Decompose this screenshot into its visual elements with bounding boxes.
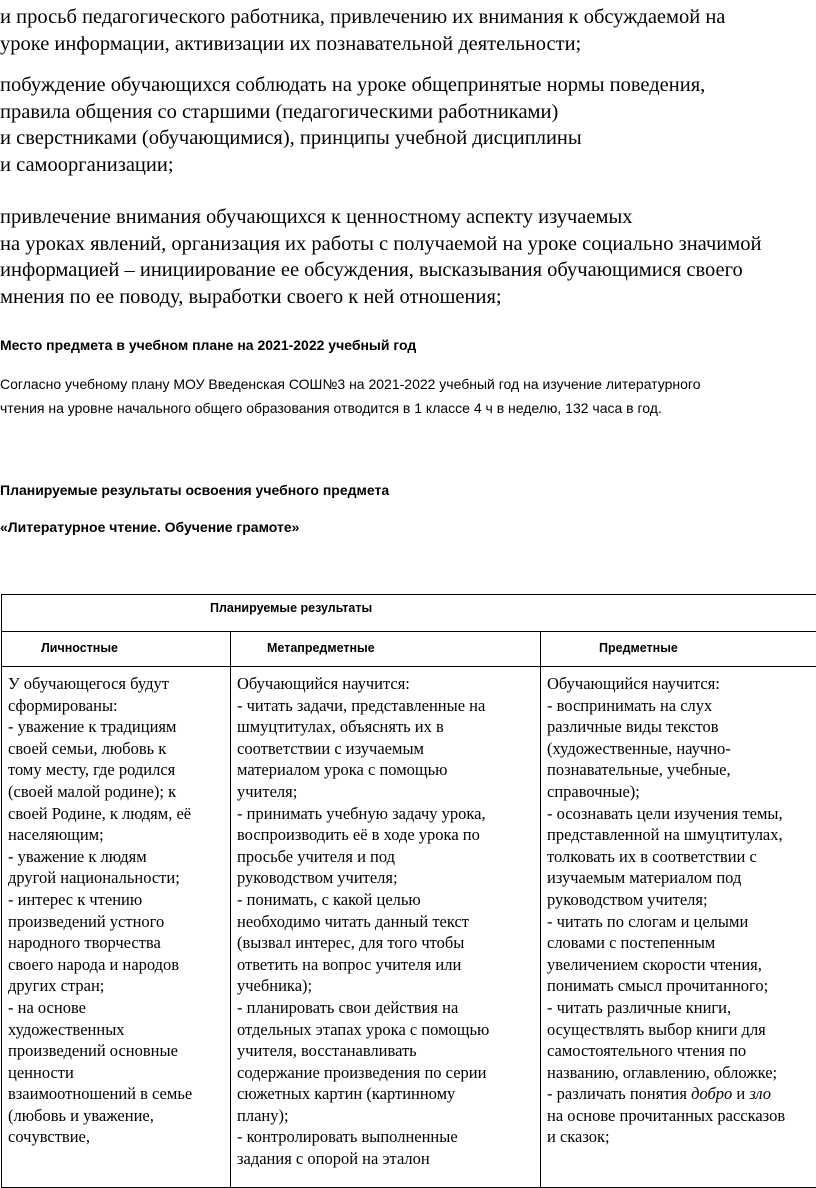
cell-line: сочувствие, — [8, 1126, 226, 1148]
cell-line: учителя, восстанавливать — [237, 1040, 536, 1062]
cell-line: задания с опорой на эталон — [237, 1148, 536, 1170]
section-heading-place: Место предмета в учебном плане на 2021-2022 учебный год — [0, 337, 416, 353]
cell-line: - на основе — [8, 997, 226, 1019]
cell-line: - уважение к традициям — [8, 716, 226, 738]
cell-line: - контролировать выполненные — [237, 1126, 536, 1148]
cell-line: (художественные, научно- — [547, 738, 816, 760]
cell-line: руководством учителя; — [237, 867, 536, 889]
cell-line — [547, 1083, 816, 1105]
cell-line: понимать смысл прочитанного; — [547, 975, 816, 997]
cell-line: учителя; — [237, 781, 536, 803]
cell-line: других стран; — [8, 975, 226, 997]
table-header-row — [2, 632, 816, 667]
cell-line: своего народа и народов — [8, 954, 226, 976]
text-line: уроке информации, активизации их познавательной деятельности; — [0, 31, 816, 58]
italic-term: добро — [691, 1084, 732, 1103]
cell-line: осуществлять выбор книги для — [547, 1019, 816, 1041]
cell-line: необходимо читать данный текст — [237, 911, 536, 933]
cell-line: - планировать свои действия на — [237, 997, 536, 1019]
cell-line: произведений основные — [8, 1040, 226, 1062]
column-header-personal — [2, 632, 231, 667]
cell-line: - читать задачи, представленные на — [237, 695, 536, 717]
cell-line: тому месту, где родился — [8, 759, 226, 781]
text-line: информацией – инициирование ее обсуждения, высказывания обучающимися своего — [0, 257, 816, 284]
cell-meta-text — [231, 667, 540, 1170]
cell-line: и сказок; — [547, 1126, 816, 1148]
cell-line: своей семьи, любовь к — [8, 738, 226, 760]
table-title-cell — [2, 595, 816, 632]
cell-line: (своей малой родине); к — [8, 781, 226, 803]
cell-line: словами с постепенным — [547, 932, 816, 954]
cell-line: - интерес к чтению — [8, 889, 226, 911]
cell-line: - читать по слогам и целыми — [547, 911, 816, 933]
cell-line: справочные); — [547, 781, 816, 803]
cell-line: У обучающегося будут — [8, 673, 226, 695]
cell-line: - принимать учебную задачу урока, — [237, 803, 536, 825]
cell-line: руководством учителя; — [547, 889, 816, 911]
column-header-label: Личностные — [2, 632, 230, 655]
cell-line: изучаемым материалом под — [547, 867, 816, 889]
text-fragment: - различать понятия — [547, 1084, 691, 1103]
cell-line: художественных — [8, 1019, 226, 1041]
cell-line: просьбе учителя и под — [237, 846, 536, 868]
italic-term: зло — [749, 1084, 771, 1103]
cell-line: (вызвал интерес, для того чтобы — [237, 932, 536, 954]
cell-line: увеличением скорости чтения, — [547, 954, 816, 976]
cell-line: учебника); — [237, 975, 536, 997]
text-line: и сверстниками (обучающимися), принципы учебной дисциплины — [0, 125, 816, 152]
cell-line: - воспринимать на слух — [547, 695, 816, 717]
cell-line: Обучающийся научится: — [547, 673, 816, 695]
cell-subject — [541, 667, 816, 1188]
cell-line: самостоятельного чтения по — [547, 1040, 816, 1062]
text-line: побуждение обучающихся соблюдать на уроке общепринятые нормы поведения, — [0, 72, 816, 99]
cell-line: содержание произведения по серии — [237, 1062, 536, 1084]
table-row — [2, 667, 816, 1188]
cell-line: соответствии с изучаемым — [237, 738, 536, 760]
column-header-label: Метапредметные — [231, 632, 540, 655]
cell-line: своей Родине, к людям, её — [8, 803, 226, 825]
cell-line: взаимоотношений в семье — [8, 1083, 226, 1105]
text-line: на уроках явлений, организация их работы с получаемой на уроке социально значимой — [0, 231, 816, 258]
text-line: и просьб педагогического работника, привлечению их внимания к обсуждаемой на — [0, 4, 816, 31]
section-heading-results: Планируемые результаты освоения учебного предмета — [0, 482, 389, 498]
table-title: Планируемые результаты — [2, 595, 816, 615]
paragraph-1 — [0, 4, 816, 57]
cell-line: сюжетных картин (картинному — [237, 1083, 536, 1105]
cell-line: различные виды текстов — [547, 716, 816, 738]
cell-line: другой национальности; — [8, 867, 226, 889]
cell-line: - понимать, с какой целью — [237, 889, 536, 911]
cell-line: названию, оглавлению, обложке; — [547, 1062, 816, 1084]
text-line: мнения по ее поводу, выработки своего к ней отношения; — [0, 284, 816, 311]
cell-line: отдельных этапах урока с помощью — [237, 1019, 536, 1041]
cell-line: воспроизводить её в ходе урока по — [237, 824, 536, 846]
column-header-subject — [541, 632, 816, 667]
cell-line: материалом урока с помощью — [237, 759, 536, 781]
cell-line: - осознавать цели изучения темы, — [547, 803, 816, 825]
cell-line: представленной на шмуцтитулах, — [547, 824, 816, 846]
cell-personal — [2, 667, 231, 1188]
table-title-row — [2, 595, 816, 632]
paragraph-2 — [0, 72, 816, 178]
text-line: чтения на уровне начального общего образования отводится в 1 классе 4 ч в неделю, 132 часа в год. — [0, 400, 662, 416]
cell-meta — [231, 667, 541, 1188]
section-subheading-results: «Литературное чтение. Обучение грамоте» — [0, 519, 299, 535]
text-line: Согласно учебному плану МОУ Введенская СОШ№3 на 2021-2022 учебный год на изучение литературного — [0, 376, 701, 392]
cell-line: плану); — [237, 1105, 536, 1127]
text-line: привлечение внимания обучающихся к ценностному аспекту изучаемых — [0, 204, 816, 231]
cell-line: населяющим; — [8, 824, 226, 846]
cell-line: шмуцтитулах, объяснять их в — [237, 716, 536, 738]
results-table — [1, 594, 816, 1188]
text-fragment: и — [732, 1084, 749, 1103]
paragraph-3 — [0, 204, 816, 310]
cell-line: - читать различные книги, — [547, 997, 816, 1019]
cell-line: (любовь и уважение, — [8, 1105, 226, 1127]
cell-subject-text — [541, 667, 816, 1148]
cell-line: познавательные, учебные, — [547, 759, 816, 781]
cell-line: ответить на вопрос учителя или — [237, 954, 536, 976]
text-line: правила общения со старшими (педагогическими работниками) — [0, 99, 816, 126]
column-header-meta — [231, 632, 541, 667]
column-header-label: Предметные — [541, 632, 816, 655]
text-line: и самоорганизации; — [0, 152, 816, 179]
cell-line: Обучающийся научится: — [237, 673, 536, 695]
cell-line: народного творчества — [8, 932, 226, 954]
cell-line: на основе прочитанных рассказов — [547, 1105, 816, 1127]
cell-line: - уважение к людям — [8, 846, 226, 868]
cell-line: сформированы: — [8, 695, 226, 717]
cell-line: произведений устного — [8, 911, 226, 933]
cell-line: ценности — [8, 1062, 226, 1084]
cell-line: толковать их в соответствии с — [547, 846, 816, 868]
cell-personal-text — [2, 667, 230, 1148]
